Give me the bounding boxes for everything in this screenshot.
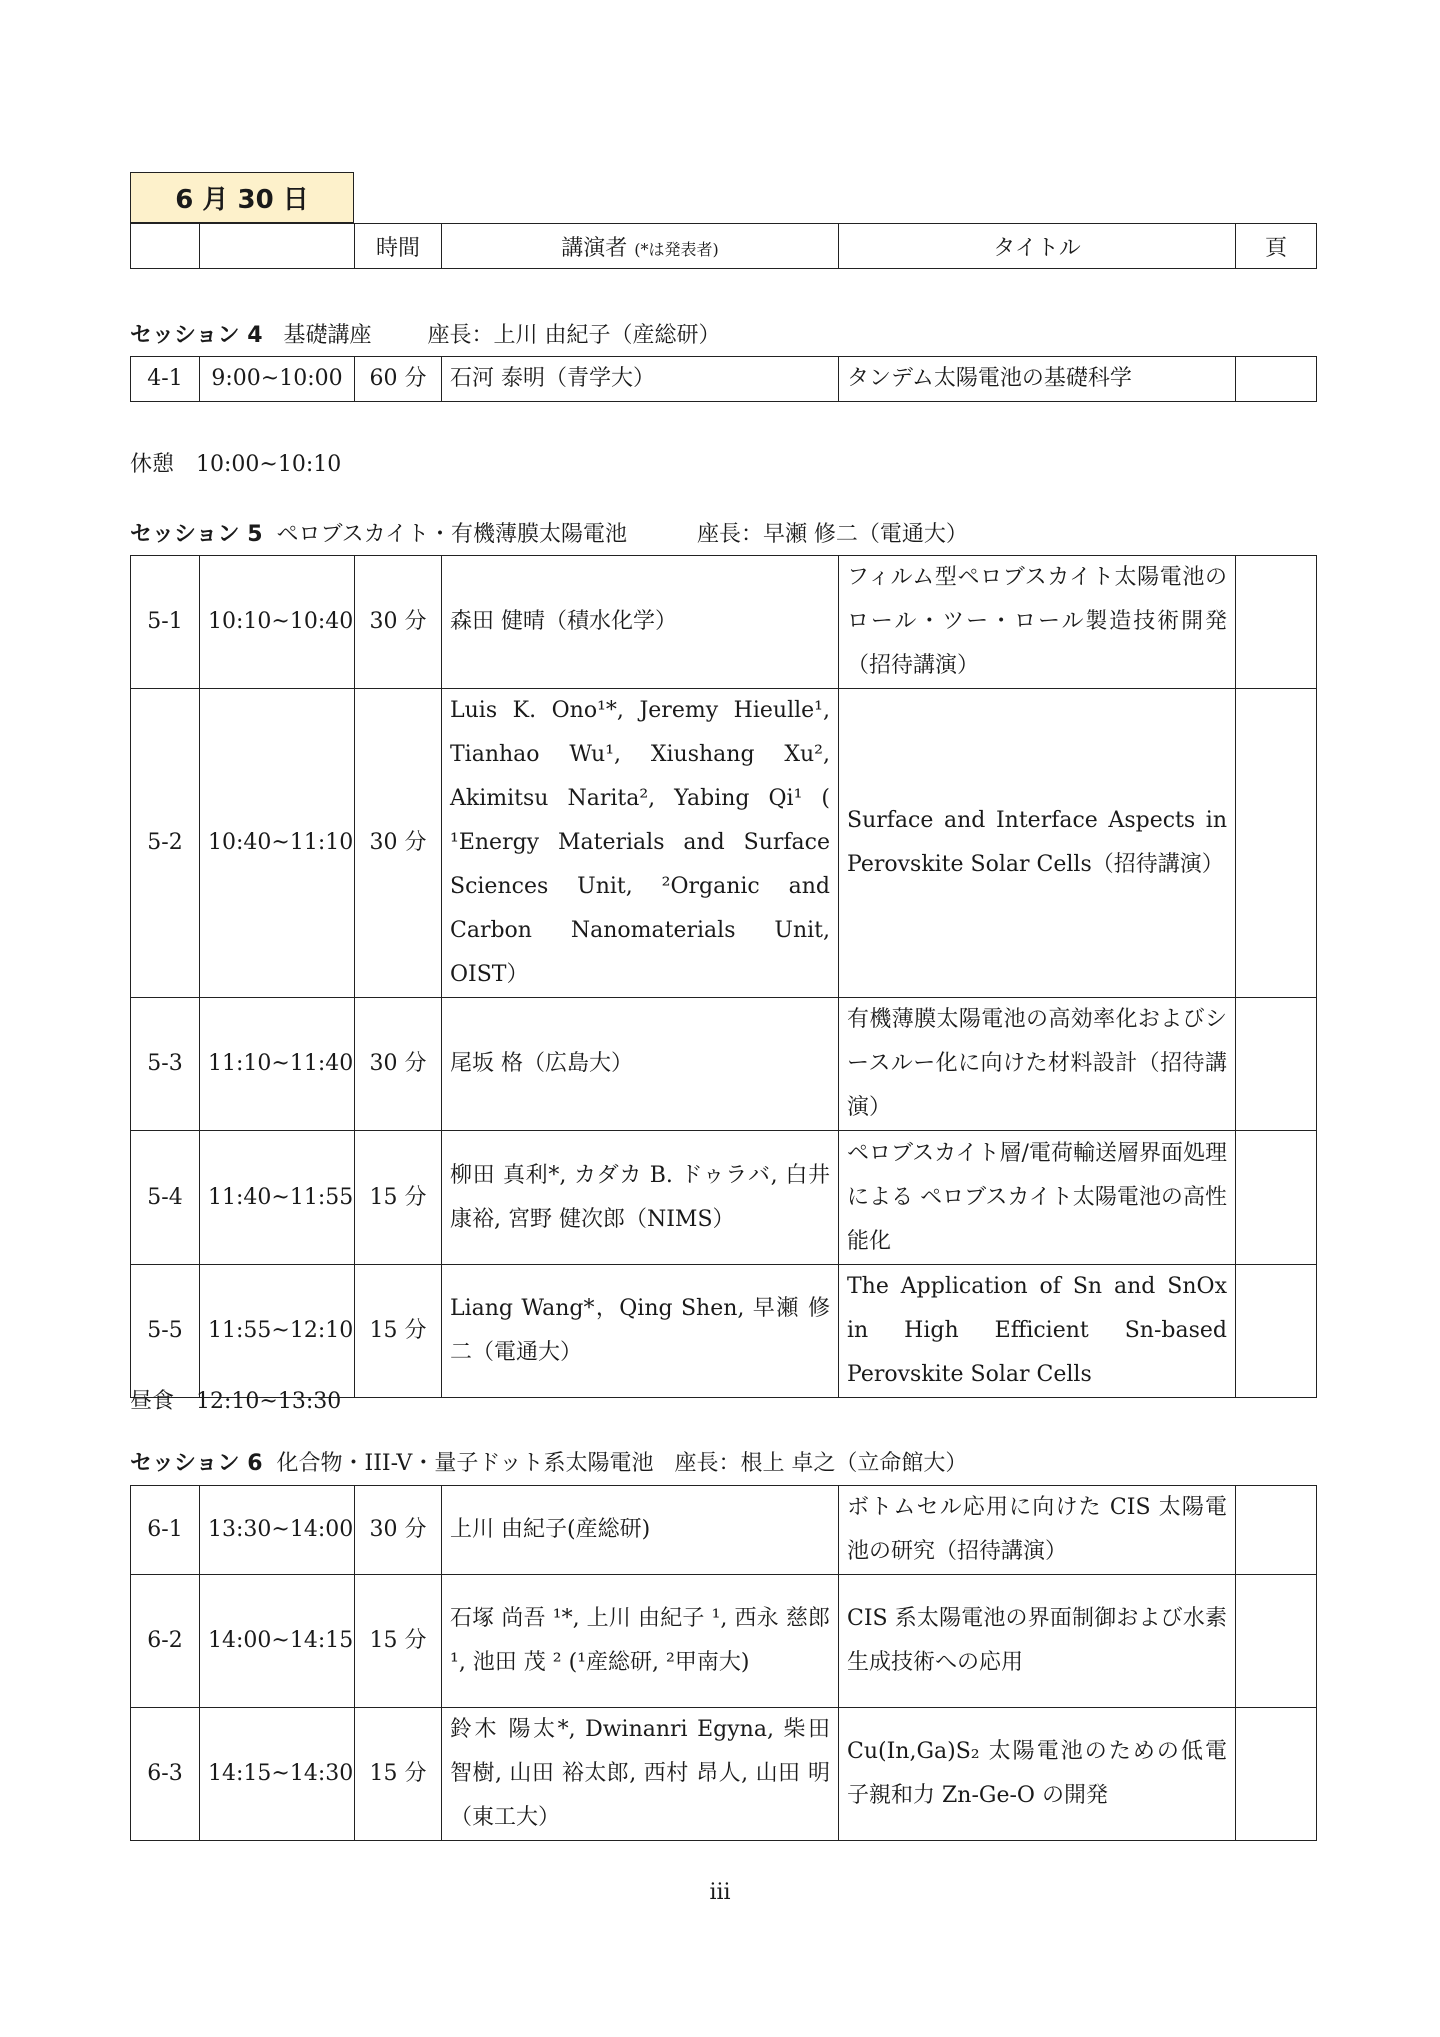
talk-speaker: Liang Wang*，Qing Shen, 早瀬 修二（電通大） (442, 1265, 839, 1398)
talk-number: 5-4 (131, 1131, 200, 1265)
talk-number: 5-5 (131, 1265, 200, 1398)
talk-page (1236, 689, 1317, 998)
session5-name: ペロブスカイト・有機薄膜太陽電池 (276, 522, 627, 547)
schedule-header-table (130, 223, 1317, 269)
session4-name: 基礎講座 (283, 323, 372, 348)
talk-title: CIS 系太陽電池の界面制御および水素生成技術への応用 (839, 1575, 1236, 1708)
talk-duration: 15 分 (355, 1575, 442, 1708)
session4-label: セッション 4 (130, 323, 263, 348)
talk-time: 10:10~10:40 (200, 556, 355, 689)
talk-number: 5-1 (131, 556, 200, 689)
header-speaker-note: (*は発表者) (634, 239, 719, 259)
talk-page (1236, 357, 1317, 402)
talk-title: ボトムセル応用に向けた CIS 太陽電池の研究（招待講演） (839, 1486, 1236, 1575)
talk-time: 11:40~11:55 (200, 1131, 355, 1265)
table-row (131, 357, 1317, 402)
talk-duration: 60 分 (355, 357, 442, 402)
talk-time: 9:00~10:00 (200, 357, 355, 402)
lunch-notice: 昼食 12:10~13:30 (130, 1389, 342, 1414)
session4-table (130, 356, 1317, 402)
talk-time: 14:00~14:15 (200, 1575, 355, 1708)
table-row (131, 998, 1317, 1131)
talk-number: 6-2 (131, 1575, 200, 1708)
talk-duration: 30 分 (355, 998, 442, 1131)
header-title: タイトル (839, 224, 1236, 269)
talk-speaker: 柳田 真利*, カダカ B. ドゥラバ, 白井 康裕, 宮野 健次郎（NIMS） (442, 1131, 839, 1265)
talk-speaker: 石河 泰明（青学大） (442, 357, 839, 402)
talk-speaker: Luis K. Ono¹*, Jeremy Hieulle¹, Tianhao Wu¹, Xiushang Xu², Akimitsu Narita², Yabing Qi¹ ( ¹Energy Materials and Surface Sciences Unit, ²Organic and Carbon Nanomaterials Unit, OIST） (442, 689, 839, 998)
table-row (131, 1131, 1317, 1265)
session5-chair: 座長：早瀬 修二（電通大） (696, 522, 968, 547)
table-row (131, 556, 1317, 689)
talk-speaker: 上川 由紀子(産総研) (442, 1486, 839, 1575)
session6-table (130, 1485, 1317, 1841)
session5-table (130, 555, 1317, 1398)
talk-time: 11:10~11:40 (200, 998, 355, 1131)
talk-duration: 15 分 (355, 1131, 442, 1265)
session4-chair: 座長：上川 由紀子（産総研） (427, 323, 721, 348)
talk-title: Surface and Interface Aspects in Perovskite Solar Cells（招待講演） (839, 689, 1236, 998)
break-notice: 休憩 10:00~10:10 (130, 452, 342, 477)
table-row (131, 1708, 1317, 1841)
session6-heading (130, 1446, 967, 1477)
page-number: iii (709, 1880, 731, 1905)
talk-page (1236, 998, 1317, 1131)
talk-page (1236, 1265, 1317, 1398)
header-time: 時間 (355, 224, 442, 269)
talk-page (1236, 1131, 1317, 1265)
header-row (131, 224, 1317, 269)
header-empty-no (131, 224, 200, 269)
header-speaker-label: 講演者 (561, 235, 628, 261)
header-speaker (442, 224, 839, 269)
talk-page (1236, 1575, 1317, 1708)
talk-speaker: 石塚 尚吾 ¹*, 上川 由紀子 ¹, 西永 慈郎 ¹, 池田 茂 ² (¹産総研, ²甲南大) (442, 1575, 839, 1708)
talk-time: 13:30~14:00 (200, 1486, 355, 1575)
talk-speaker: 鈴木 陽太*, Dwinanri Egyna, 柴田 智樹, 山田 裕太郎, 西村 昂人, 山田 明（東工大） (442, 1708, 839, 1841)
session6-chair: 座長：根上 卓之（立命館大） (674, 1451, 968, 1476)
talk-duration: 30 分 (355, 689, 442, 998)
table-row (131, 1575, 1317, 1708)
talk-page (1236, 1486, 1317, 1575)
talk-title: The Application of Sn and SnOx in High Efficient Sn-based Perovskite Solar Cells (839, 1265, 1236, 1398)
talk-number: 6-1 (131, 1486, 200, 1575)
talk-duration: 15 分 (355, 1708, 442, 1841)
talk-number: 4-1 (131, 357, 200, 402)
talk-duration: 15 分 (355, 1265, 442, 1398)
header-empty (200, 224, 355, 269)
talk-title: タンデム太陽電池の基礎科学 (839, 357, 1236, 402)
talk-speaker: 尾坂 格（広島大） (442, 998, 839, 1131)
session5-label: セッション 5 (130, 522, 263, 547)
session4-heading (130, 318, 720, 349)
talk-time: 10:40~11:10 (200, 689, 355, 998)
table-row (131, 689, 1317, 998)
session6-name: 化合物・III-V・量子ドット系太陽電池 (276, 1451, 654, 1476)
talk-page (1236, 1708, 1317, 1841)
session6-label: セッション 6 (130, 1451, 263, 1476)
talk-title: ペロブスカイト層/電荷輸送層界面処理による ペロブスカイト太陽電池の高性能化 (839, 1131, 1236, 1265)
talk-time: 14:15~14:30 (200, 1708, 355, 1841)
header-page: 頁 (1236, 224, 1317, 269)
table-row (131, 1265, 1317, 1398)
talk-number: 5-3 (131, 998, 200, 1131)
table-row (131, 1486, 1317, 1575)
talk-duration: 30 分 (355, 556, 442, 689)
talk-duration: 30 分 (355, 1486, 442, 1575)
talk-number: 6-3 (131, 1708, 200, 1841)
talk-title: フィルム型ペロブスカイト太陽電池のロール・ツー・ロール製造技術開発（招待講演） (839, 556, 1236, 689)
talk-speaker: 森田 健晴（積水化学） (442, 556, 839, 689)
talk-title: 有機薄膜太陽電池の高効率化およびシースルー化に向けた材料設計（招待講演） (839, 998, 1236, 1131)
date-label: 6 月 30 日 (130, 172, 354, 223)
talk-title: Cu(In,Ga)S₂ 太陽電池のための低電子親和力 Zn-Ge-O の開発 (839, 1708, 1236, 1841)
session5-heading (130, 517, 968, 548)
talk-time: 11:55~12:10 (200, 1265, 355, 1398)
talk-page (1236, 556, 1317, 689)
talk-number: 5-2 (131, 689, 200, 998)
